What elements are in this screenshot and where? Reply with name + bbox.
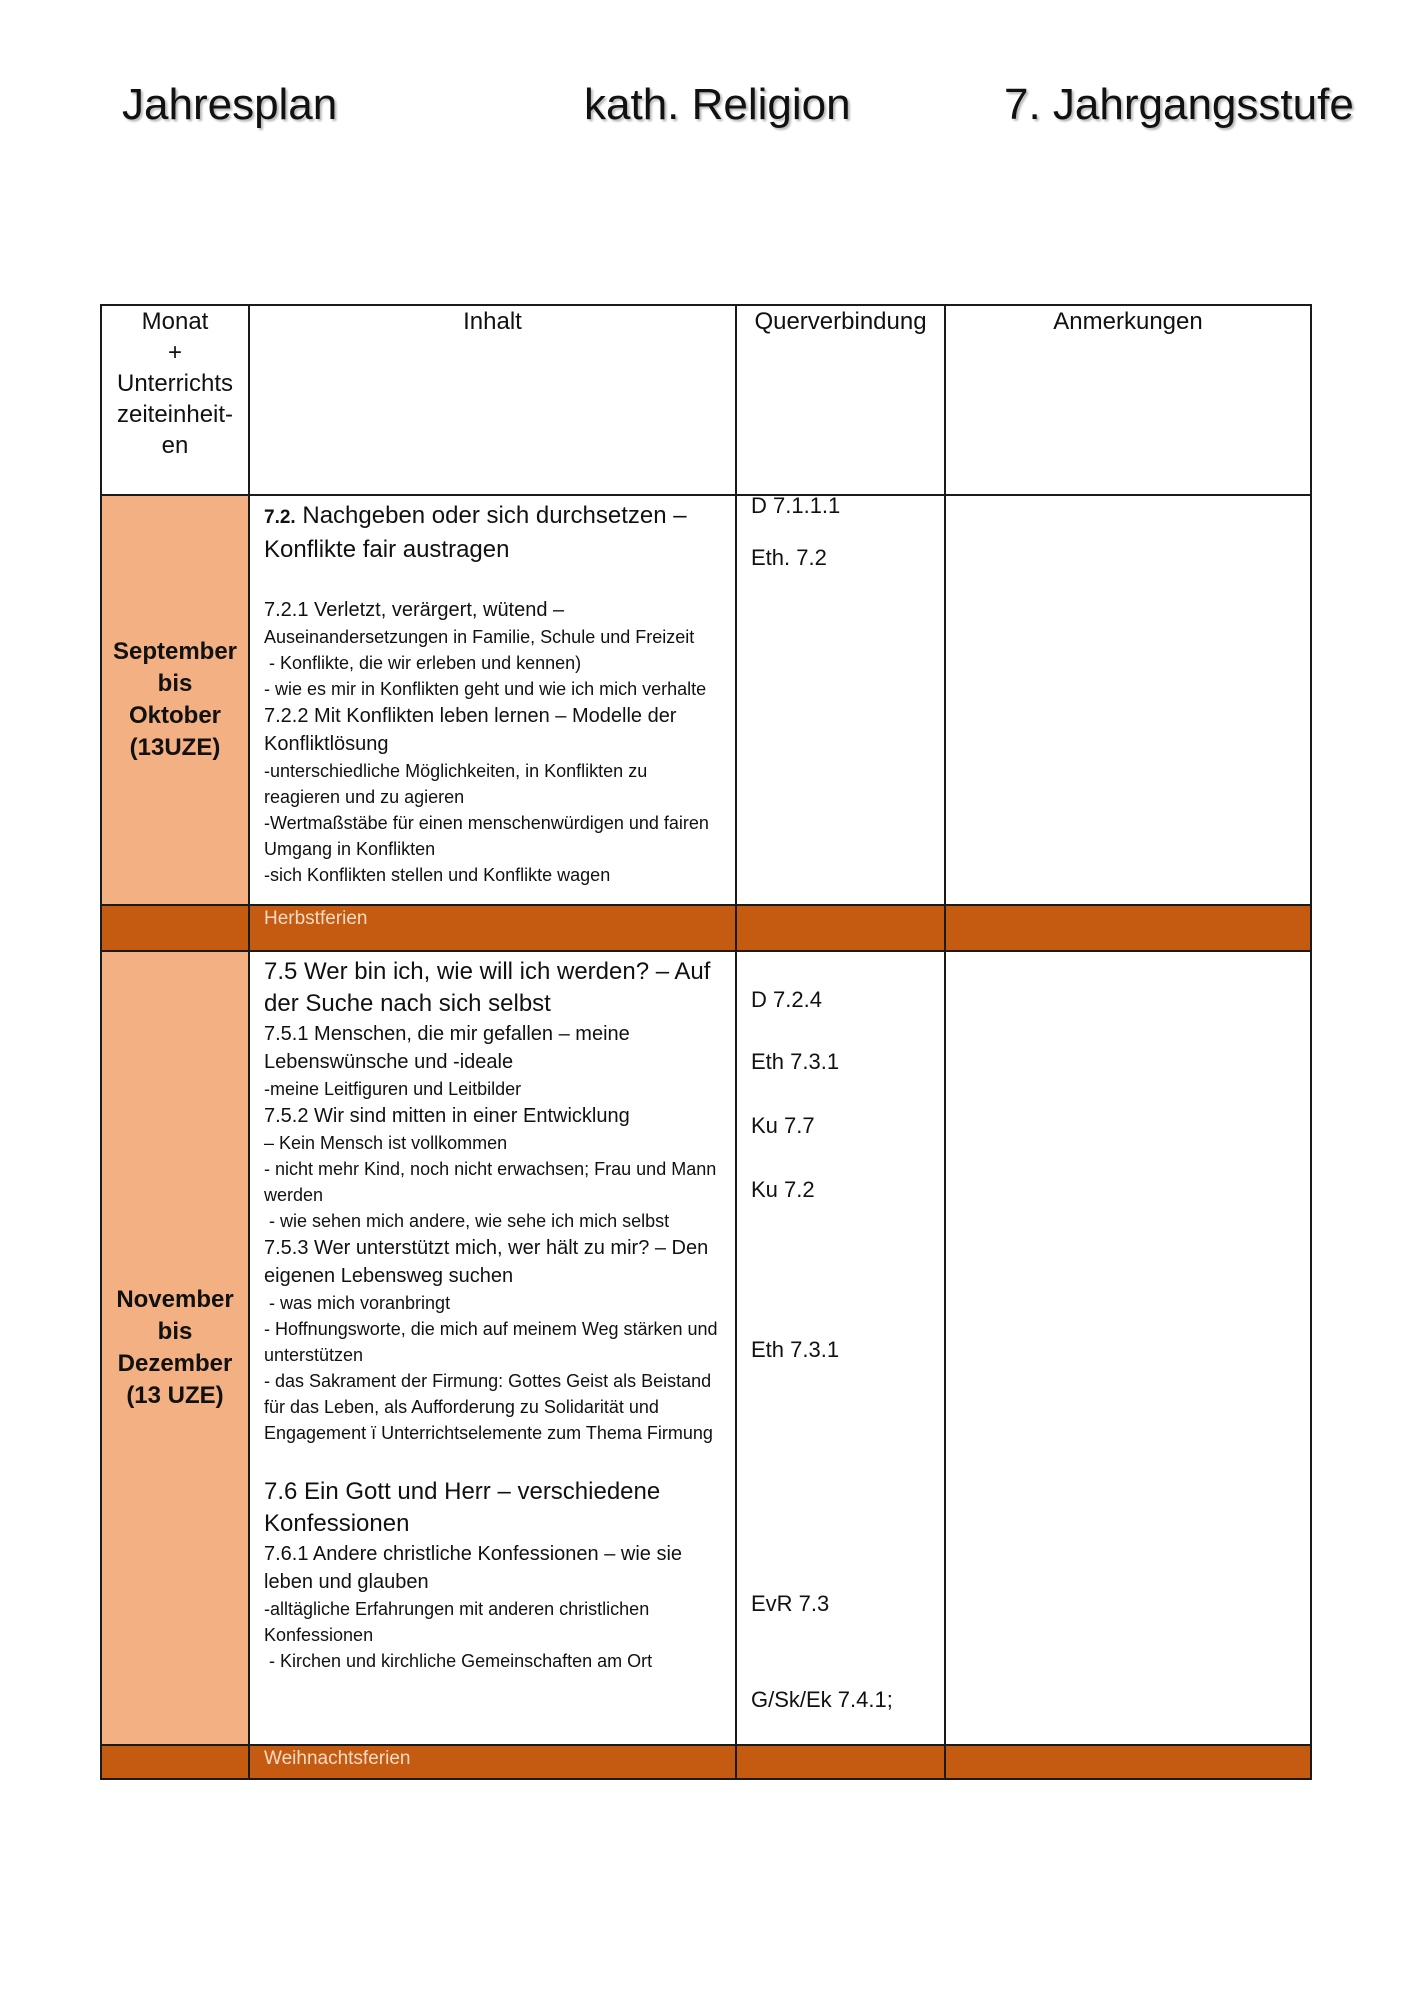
holiday-label-cell	[249, 1745, 736, 1779]
list-item: -unterschiedliche Möglichkeiten, in Konflikten zu reagieren und zu agieren	[264, 761, 648, 807]
subunit-title: 7.2.2 Mit Konflikten leben lernen – Modelle der Konfliktlösung	[264, 705, 677, 755]
title-grade: 7. Jahrgangsstufe	[1004, 80, 1354, 129]
list-item: - was mich voranbringt	[264, 1293, 451, 1313]
document-header	[0, 0, 1414, 150]
table-row	[101, 951, 1311, 1745]
holiday-row	[101, 1745, 1311, 1779]
unit-number: 7.2.	[264, 507, 296, 528]
holiday-label-cell	[249, 905, 736, 951]
cross-reference: EvR 7.3	[751, 1591, 830, 1616]
cross-reference: Ku 7.7	[751, 1113, 815, 1138]
unit-title	[264, 500, 727, 566]
unit-title: 7.6 Ein Gott und Herr – verschiedene Konfessionen	[264, 1478, 661, 1537]
cross-reference: D 7.1.1.1	[751, 493, 841, 518]
list-item: Auseinandersetzungen in Familie, Schule und Freizeit	[264, 627, 695, 647]
list-item: -sich Konflikten stellen und Konflikte wagen	[264, 865, 611, 885]
list-item: - Hoffnungsworte, die mich auf meinem Weg stärken und unterstützen	[264, 1319, 718, 1365]
unit-title: 7.5 Wer bin ich, wie will ich werden? – Auf der Suche nach sich selbst	[264, 958, 711, 1017]
subunit-title: 7.5.3 Wer unterstützt mich, wer hält zu mir? – Den eigenen Lebensweg suchen	[264, 1237, 709, 1287]
cross-reference: Eth. 7.2	[751, 545, 827, 570]
list-item: -meine Leitfiguren und Leitbilder	[264, 1079, 522, 1099]
holiday-month-cell	[101, 905, 249, 951]
list-item: - Konflikte, die wir erleben und kennen)	[264, 653, 582, 673]
cross-reference-cell	[736, 495, 945, 905]
cross-reference: Ku 7.2	[751, 1177, 815, 1202]
holiday-label-christmas: Weihnachtsferien	[264, 1748, 411, 1769]
year-plan-table	[100, 304, 1312, 1780]
notes-cell	[945, 951, 1311, 1745]
list-item: - wie es mir in Konflikten geht und wie ich mich verhalte	[264, 679, 707, 699]
month-cell-sep-okt: September bis Oktober (13UZE)	[101, 495, 249, 905]
holiday-row	[101, 905, 1311, 951]
holiday-label-autumn: Herbstferien	[264, 908, 368, 929]
cross-reference: Eth 7.3.1	[751, 1337, 840, 1362]
cross-reference: D 7.2.4	[751, 987, 822, 1012]
list-item: -alltägliche Erfahrungen mit anderen christlichen Konfessionen	[264, 1599, 650, 1645]
month-cell-nov-dez: November bis Dezember (13 UZE)	[101, 951, 249, 1745]
title-subject: kath. Religion	[584, 80, 851, 129]
list-item: – Kein Mensch ist vollkommen	[264, 1133, 508, 1153]
content-cell	[249, 951, 736, 1745]
holiday-month-cell	[101, 1745, 249, 1779]
list-item: - nicht mehr Kind, noch nicht erwachsen; Frau und Mann werden	[264, 1159, 717, 1205]
header-month: Monat + Unterrichts zeiteinheit- en	[101, 305, 249, 495]
table-header-row	[101, 305, 1311, 495]
holiday-cross-cell	[736, 905, 945, 951]
list-item: - das Sakrament der Firmung: Gottes Geist als Beistand für das Leben, als Aufforderung zu Solidarität und Engagement ï Unterrichtselemente zum Thema Firmung	[264, 1371, 713, 1443]
list-item: - Kirchen und kirchliche Gemeinschaften am Ort	[264, 1651, 653, 1671]
subunit-title: 7.6.1 Andere christliche Konfessionen – wie sie leben und glauben	[264, 1543, 683, 1593]
table-row	[101, 495, 1311, 905]
holiday-notes-cell	[945, 905, 1311, 951]
cross-reference-cell	[736, 951, 945, 1745]
header-cross: Querverbindung	[736, 305, 945, 495]
holiday-cross-cell	[736, 1745, 945, 1779]
header-notes: Anmerkungen	[945, 305, 1311, 495]
holiday-notes-cell	[945, 1745, 1311, 1779]
cross-reference: G/Sk/Ek 7.4.1;	[751, 1687, 893, 1712]
content-cell	[249, 495, 736, 905]
subunit-title: 7.2.1 Verletzt, verärgert, wütend –	[264, 599, 565, 621]
list-item: -Wertmaßstäbe für einen menschenwürdigen und fairen Umgang in Konflikten	[264, 813, 709, 859]
notes-cell	[945, 495, 1311, 905]
header-content: Inhalt	[249, 305, 736, 495]
title-jahresplan: Jahresplan	[122, 80, 338, 129]
subunit-title: 7.5.2 Wir sind mitten in einer Entwicklung	[264, 1105, 630, 1127]
subunit-title: 7.5.1 Menschen, die mir gefallen – meine Lebenswünsche und -ideale	[264, 1023, 630, 1073]
cross-reference: Eth 7.3.1	[751, 1049, 840, 1074]
list-item: - wie sehen mich andere, wie sehe ich mich selbst	[264, 1211, 670, 1231]
unit-title-text: Nachgeben oder sich durchsetzen – Konflikte fair austragen	[264, 502, 687, 563]
